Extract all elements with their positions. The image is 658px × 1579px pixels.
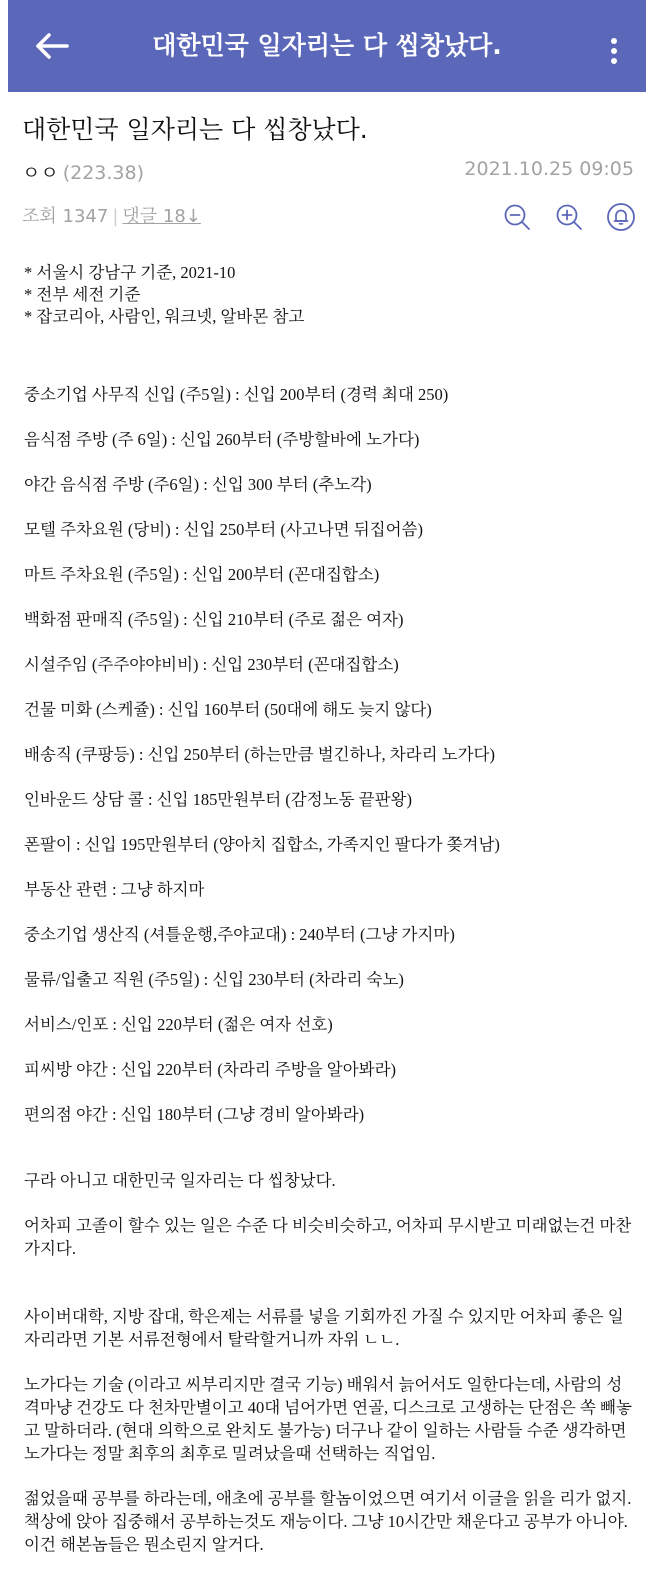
job-line: 물류/입출고 직원 (주5일) : 신입 230부터 (차라리 숙노) <box>24 970 404 989</box>
header-note: * 서울시 강남구 기준, 2021-10 <box>24 263 236 282</box>
job-line: 시설주임 (주주야야비비) : 신입 230부터 (꼰대집합소) <box>24 655 399 674</box>
app-bar <box>8 0 646 92</box>
comment-count-link[interactable]: 댓글 18↓ <box>122 206 201 227</box>
header-note: * 전부 세전 기준 <box>24 285 141 304</box>
body-paragraph: 젊었을때 공부를 하라는데, 애초에 공부를 할놈이었으면 여기서 이글을 읽을 리가 없지. 책상에 앉아 집중해서 공부하는것도 재능이다. 그냥 10시간만 채운다고 공부가 아니야. 이건 해본놈들은 뭔소린지 알거다. <box>24 1489 632 1554</box>
job-line: 배송직 (쿠팡등) : 신입 250부터 (하는만큼 벌긴하나, 차라리 노가다) <box>24 745 495 764</box>
body-paragraph: 노가다는 기술 (이라고 씨부리지만 결국 기능) 배워서 늙어서도 일한다는데, 사람의 성격마냥 건강도 다 천차만별이고 40대 넘어가면 연골, 디스크로 고생하는 단점은 쏙 빼놓고 말하더라. (현대 의학으로 완치도 불가능) 더구나 같이 일하는 사람들 수준 생각하면 노가다는 정말 최후의 최후로 밀려났을때 선택하는 직업임. <box>24 1375 632 1463</box>
more-vertical-icon[interactable] <box>608 38 620 70</box>
job-line: 음식점 주방 (주 6일) : 신입 260부터 (주방할바에 노가다) <box>24 430 420 449</box>
job-line: 피씨방 야간 : 신입 220부터 (차라리 주방을 알아봐라) <box>24 1060 397 1079</box>
job-list <box>24 372 636 1137</box>
post-tools <box>502 202 636 234</box>
stats-divider: | <box>112 206 119 227</box>
job-line: 마트 주차요원 (주5일) : 신입 200부터 (꼰대집합소) <box>24 565 380 584</box>
job-line: 건물 미화 (스케쥴) : 신입 160부터 (50대에 해도 늦지 않다) <box>24 700 432 719</box>
zoom-in-icon[interactable] <box>554 202 584 232</box>
view-count: 조회 1347 <box>22 206 109 227</box>
zoom-out-icon[interactable] <box>502 202 532 232</box>
job-line: 폰팔이 : 신입 195만원부터 (양아치 집합소, 가족지인 팔다가 쫒겨남) <box>24 835 500 854</box>
job-line: 야간 음식점 주방 (주6일) : 신입 300 부터 (추노각) <box>24 475 372 494</box>
post-title: 대한민국 일자리는 다 씹창났다. <box>22 115 368 144</box>
job-line: 중소기업 사무직 신입 (주5일) : 신입 200부터 (경력 최대 250) <box>24 385 449 404</box>
job-line: 서비스/인포 : 신입 220부터 (젊은 여자 선호) <box>24 1015 333 1034</box>
post-body <box>24 262 636 1556</box>
job-line: 편의점 야간 : 신입 180부터 (그냥 경비 알아봐라) <box>24 1105 365 1124</box>
author-ip: (223.38) <box>62 162 145 184</box>
post-date: 2021.10.25 09:05 <box>464 158 634 180</box>
body-paragraph: 사이버대학, 지방 잡대, 학은제는 서류를 넣을 기회까진 가질 수 있지만 어차피 좋은 일자리라면 기본 서류전형에서 탈락할거니까 자위 ㄴㄴ. <box>24 1307 624 1349</box>
body-paragraph: 어차피 고졸이 할수 있는 일은 수준 다 비슷비슷하고, 어차피 무시받고 미래없는건 마찬가지다. <box>24 1216 632 1258</box>
header-note: * 잡코리아, 사람인, 워크넷, 알바몬 참고 <box>24 307 305 326</box>
post-stats <box>22 202 201 228</box>
bell-icon[interactable] <box>606 202 636 232</box>
app-bar-title: 대한민국 일자리는 다 씹창났다. <box>152 31 502 60</box>
body-paragraph: 구라 아니고 대한민국 일자리는 다 씹창났다. <box>24 1171 336 1190</box>
post-meta <box>22 158 634 186</box>
job-line: 중소기업 생산직 (셔틀운행,주야교대) : 240부터 (그냥 가지마) <box>24 925 455 944</box>
job-line: 부동산 관련 : 그냥 하지마 <box>24 880 205 899</box>
body-header-notes <box>24 262 636 328</box>
job-line: 인바운드 상담 콜 : 신입 185만원부터 (감정노동 끝판왕) <box>24 790 412 809</box>
author-name[interactable]: ㅇㅇ <box>22 162 59 184</box>
back-arrow-icon[interactable] <box>34 32 70 60</box>
job-line: 모텔 주차요원 (당비) : 신입 250부터 (사고나면 뒤집어씀) <box>24 520 423 539</box>
job-line: 백화점 판매직 (주5일) : 신입 210부터 (주로 젊은 여자) <box>24 610 404 629</box>
